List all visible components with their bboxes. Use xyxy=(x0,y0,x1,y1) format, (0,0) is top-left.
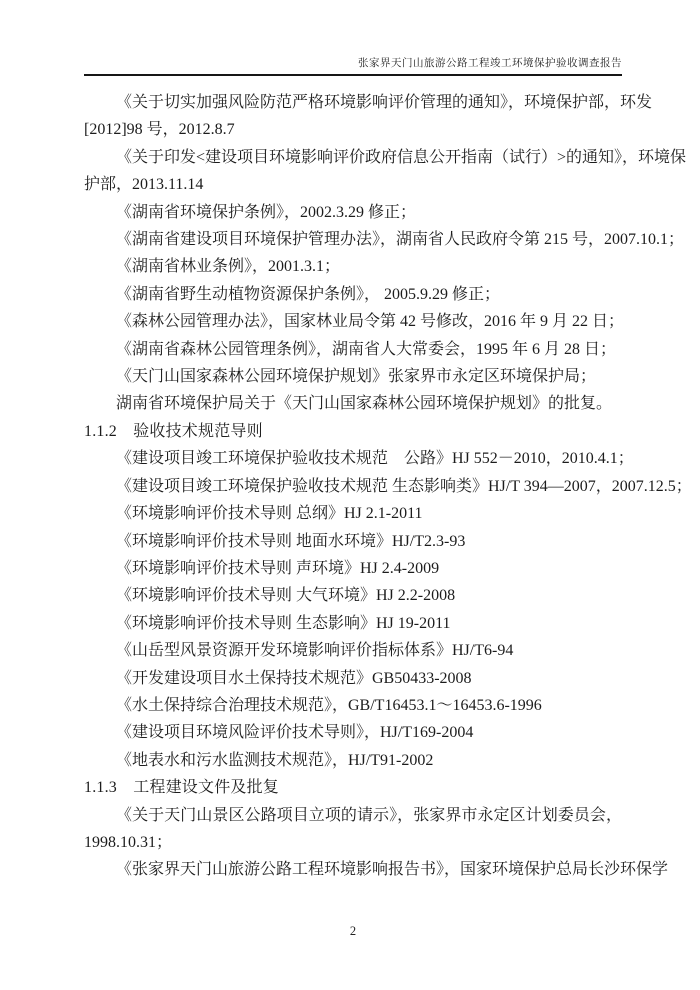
header-rule xyxy=(84,74,622,76)
body-line: 《水土保持综合治理技术规范》，GB/T16453.1～16453.6-1996 xyxy=(116,696,542,714)
body-line: 《环境影响评价技术导则 声环境》HJ 2.4-2009 xyxy=(116,559,440,577)
body-line: 《环境影响评价技术导则 地面水环境》HJ/T2.3-93 xyxy=(116,532,466,550)
body-line: 《湖南省环境保护条例》，2002.3.29 修正； xyxy=(116,203,417,221)
running-title: 张家界天门山旅游公路工程竣工环境保护验收调查报告 xyxy=(358,58,622,69)
body-line: 《环境影响评价技术导则 大气环境》HJ 2.2-2008 xyxy=(116,587,456,605)
body-line: 《湖南省野生动植物资源保护条例》， 2005.9.29 修正； xyxy=(116,285,501,303)
page-header xyxy=(84,56,622,71)
section-heading-1-1-3: 1.1.3 工程建设文件及批复 xyxy=(84,779,280,797)
body-line: 《天门山国家森林公园环境保护规划》张家界市永定区环境保护局； xyxy=(116,368,597,386)
body-line: 《湖南省森林公园管理条例》，湖南省人大常委会，1995 年 6 月 28 日； xyxy=(116,340,617,358)
body-line: 《湖南省林业条例》，2001.3.1； xyxy=(116,258,341,276)
body-line: 《张家界天门山旅游公路工程环境影响报告书》，国家环境保护总局长沙环保学 xyxy=(116,861,669,879)
body-line: 《关于切实加强风险防范严格环境影响评价管理的通知》，环境保护部，环发 xyxy=(116,94,653,111)
body-line: 《湖南省建设项目环境保护管理办法》，湖南省人民政府令第 215 号，2007.10.1； xyxy=(116,231,685,249)
body-line: 《环境影响评价技术导则 总纲》HJ 2.1-2011 xyxy=(116,505,423,523)
body-line: 《关于印发<建设项目环境影响评价政府信息公开指南（试行）>的通知》，环境保 xyxy=(116,148,687,166)
body-line: 《关于天门山景区公路项目立项的请示》，张家界市永定区计划委员会， xyxy=(116,806,622,824)
body-line: 《森林公园管理办法》，国家林业局令第 42 号修改，2016 年 9 月 22 日； xyxy=(116,313,625,331)
body-line: [2012]98 号，2012.8.7 xyxy=(84,121,235,139)
body-line: 《山岳型风景资源开发环境影响评价指标体系》HJ/T6-94 xyxy=(116,642,514,660)
section-heading-1-1-2: 1.1.2 验收技术规范导则 xyxy=(84,422,263,440)
body-line: 《建设项目竣工环境保护验收技术规范 生态影响类》HJ/T 394—2007，2007.12.5； xyxy=(116,477,692,495)
body-line: 《环境影响评价技术导则 生态影响》HJ 19-2011 xyxy=(116,614,451,632)
body-line: 《建设项目环境风险评价技术导则》，HJ/T169-2004 xyxy=(116,724,474,742)
body-line: 《地表水和污水监测技术规范》，HJ/T91-2002 xyxy=(116,751,434,769)
page-number: 2 xyxy=(349,924,357,938)
document-body xyxy=(84,89,692,884)
body-line: 护部，2013.11.14 xyxy=(84,176,204,194)
body-line: 《建设项目竣工环境保护验收技术规范 公路》HJ 552－2010，2010.4.1； xyxy=(116,450,634,468)
body-line: 1998.10.31； xyxy=(84,833,173,851)
body-line: 湖南省环境保护局关于《天门山国家森林公园环境保护规划》的批复。 xyxy=(116,395,613,413)
body-line: 《开发建设项目水土保持技术规范》GB50433-2008 xyxy=(116,669,472,687)
